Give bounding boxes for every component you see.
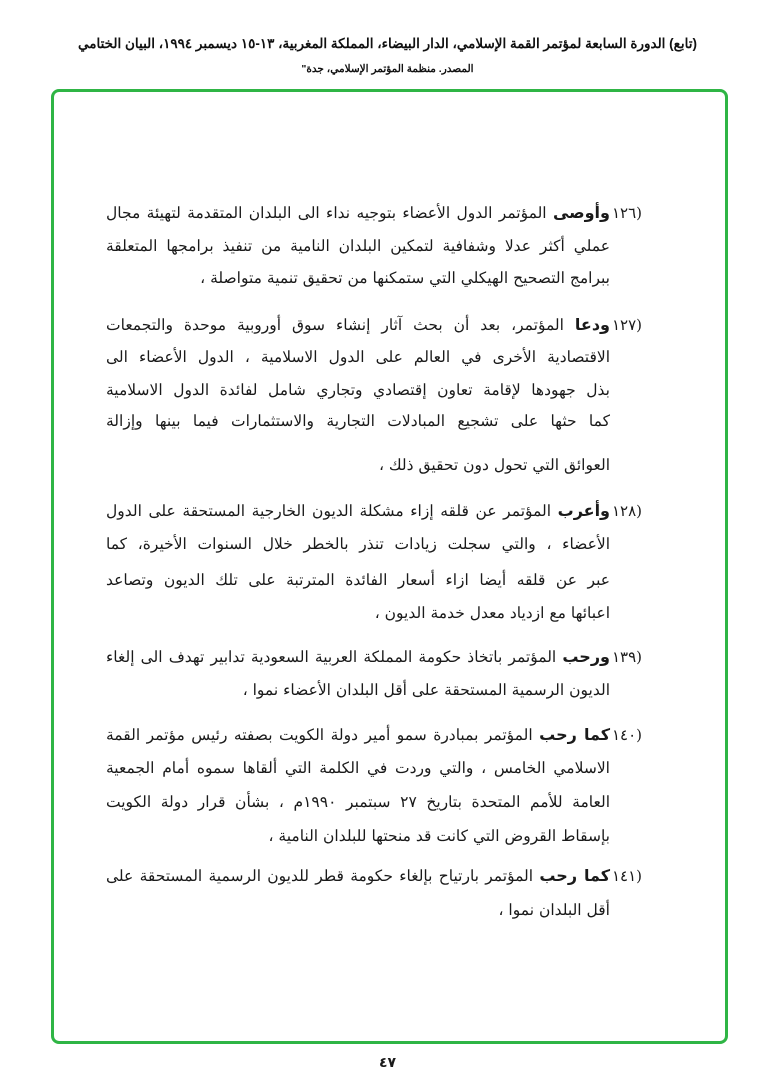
paragraph-line <box>106 724 610 746</box>
line-text: كما حثها على تشجيع المبادلات التجارية والاستثمارات فيما بينها وإزالة <box>106 412 610 430</box>
page-number: ٤٧ <box>378 1055 397 1071</box>
paragraph-lead-word: كما رحب <box>539 725 611 744</box>
paragraph-line <box>106 899 610 921</box>
paragraph-line <box>106 569 610 591</box>
line-text: ببرامج التصحيح الهيكلي التي ستمكنها من تحقيق تنمية متواصلة ، <box>200 269 610 287</box>
paragraph-lead-word: ورحب <box>562 647 610 666</box>
paragraph-line <box>106 791 610 813</box>
paragraph-line <box>106 757 610 779</box>
paragraph-lead-word: ودعا <box>574 315 610 334</box>
paragraph-line <box>106 267 610 289</box>
paragraph-number: ١٢٧) <box>612 316 643 334</box>
paragraph-lead-word: وأوصى <box>552 203 610 222</box>
paragraph-line <box>106 825 610 847</box>
line-text: بذل جهودها لإقامة تعاون إقتصادي وتجاري شامل لفائدة الدول الاسلامية <box>106 381 610 399</box>
line-text: بإسقاط القروض التي كانت قد منحتها للبلدان النامية ، <box>268 827 610 845</box>
line-text: الأعضاء ، والتي سجلت زيادات تنذر بالخطر خلال السنوات الأخيرة، كما <box>106 535 610 553</box>
line-text: اعبائها مع ازدياد معدل خدمة الديون ، <box>374 604 610 622</box>
paragraph-line <box>106 410 610 432</box>
line-text: المؤتمر عن قلقه إزاء مشكلة الديون الخارجية المستحقة على الدول <box>106 502 551 520</box>
line-text: المؤتمر الدول الأعضاء بتوجيه نداء الى البلدان المتقدمة لتهيئة مجال <box>106 204 547 222</box>
line-text: المؤتمر باتخاذ حكومة المملكة العربية السعودية تدابير تهدف الى إلغاء <box>106 648 557 666</box>
paragraph-line <box>106 454 610 476</box>
paragraph-number: ١٤١) <box>612 867 643 885</box>
paragraph-line <box>106 235 610 257</box>
line-text: الاقتصادية الأخرى في العالم على الدول الاسلامية ، الدول الأعضاء الى <box>106 348 610 366</box>
document-title: (تابع) الدورة السابعة لمؤتمر القمة الإسلامي، الدار البيضاء، المملكة المغربية، ١٣-١٥ ديسمبر ١٩٩٤، البيان الختامي <box>77 36 697 51</box>
line-text: أقل البلدان نموا ، <box>498 901 610 919</box>
line-text: الديون الرسمية المستحقة على أقل البلدان الأعضاء نموا ، <box>242 681 610 699</box>
paragraph-line <box>106 379 610 401</box>
paragraph-line <box>106 500 610 522</box>
paragraph-number: ١٢٨) <box>612 502 643 520</box>
paragraph-line <box>106 346 610 368</box>
paragraph-lead-word: كما رحب <box>539 866 610 885</box>
line-text: عملي أكثر عدلا وشفافية لتمكين البلدان النامية من تنفيذ برامجها المتعلقة <box>106 237 610 255</box>
line-text: المؤتمر، بعد أن بحث آثار إنشاء سوق أوروبية موحدة والتجمعات <box>106 316 564 334</box>
paragraph-line <box>106 602 610 624</box>
paragraph-number: ١٣٩) <box>612 648 643 666</box>
line-text: الاسلامي الخامس ، والتي وردت في الكلمة التي ألقاها سموه أمام الجمعية <box>106 759 610 777</box>
line-text: المؤتمر بارتياح بإلغاء حكومة قطر للديون الرسمية المستحقة على <box>106 867 534 885</box>
paragraph-lead-word: وأعرب <box>557 501 610 520</box>
paragraph-number: ١٢٦) <box>612 204 643 222</box>
paragraph-line <box>106 865 610 887</box>
paragraph-line <box>106 679 610 701</box>
document-source: المصدر. منظمة المؤتمر الإسلامي، جدة" <box>301 63 474 75</box>
line-text: العوائق التي تحول دون تحقيق ذلك ، <box>378 456 610 474</box>
line-text: عبر عن قلقه أيضا ازاء أسعار الفائدة المترتبة على تلك الديون وتصاعد <box>106 571 610 589</box>
paragraph-line <box>106 314 610 336</box>
paragraph-line <box>106 646 610 668</box>
line-text: العامة للأمم المتحدة بتاريخ ٢٧ سبتمبر ١٩٩٠م ، بشأن قرار دولة الكويت <box>106 793 611 811</box>
paragraph-number: ١٤٠) <box>612 726 643 744</box>
line-text: المؤتمر بمبادرة سمو أمير دولة الكويت بصفته رئيس مؤتمر القمة <box>106 726 533 744</box>
paragraph-line <box>106 202 610 224</box>
paragraph-line <box>106 533 610 555</box>
